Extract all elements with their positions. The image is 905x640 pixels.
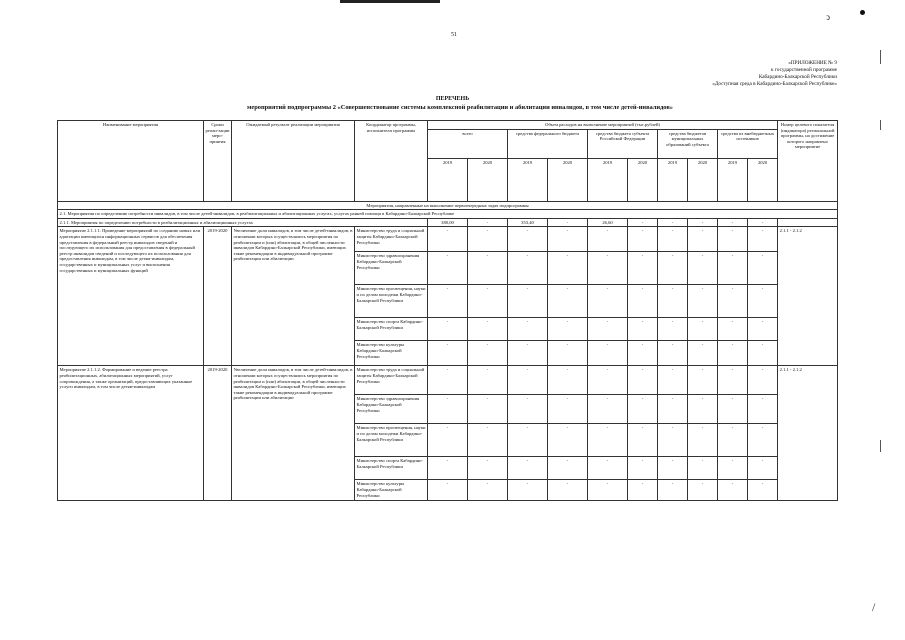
col-name: Наименование мероприятия (58, 121, 204, 202)
activity-terms: 2019-2020 (204, 227, 232, 366)
activity-row (58, 366, 838, 395)
scan-margin-mark (880, 440, 881, 452)
dash-cell: - (508, 457, 548, 480)
year-cell: 2020 (628, 158, 658, 201)
year-cell: 2019 (428, 158, 468, 201)
executor: Министерство просвещения, науки и по делам молодежи Кабардино-Балкарской Республики (355, 285, 428, 318)
dash-cell: - (428, 424, 468, 457)
dash-cell: - (718, 218, 748, 227)
dash-cell: - (588, 395, 628, 424)
federal-value: 353,40 (508, 218, 548, 227)
dash-cell: - (688, 285, 718, 318)
appendix-block (712, 60, 837, 88)
dash-cell: - (508, 480, 548, 501)
year-cell: 2020 (548, 158, 588, 201)
activity-result: Увеличение доли инвалидов, в том числе детей-инвалидов, в отношении которых осуществлялись мероприятия по реабилитации и (или) абилитации, в общей численности инвалидов Кабардино-Балкарской Республики, имеющих такие рекомендации в индивидуальной программе реабилитации или абилитации (232, 227, 355, 366)
dash-cell: - (658, 252, 688, 285)
dash-cell: - (718, 318, 748, 341)
dash-cell: - (548, 480, 588, 501)
dash-cell: - (718, 285, 748, 318)
dash-cell: - (508, 252, 548, 285)
dash-cell: - (718, 227, 748, 252)
dash-cell: - (468, 285, 508, 318)
dash-cell: - (718, 252, 748, 285)
dash-cell: - (468, 218, 508, 227)
section-row-2-1 (58, 210, 838, 219)
col-expenses: Объем расходов на выполнение мероприятий (тыс.рублей) (428, 121, 778, 130)
scan-mark: ↄ (826, 12, 830, 22)
dash-cell: - (628, 395, 658, 424)
dash-cell: - (508, 318, 548, 341)
year-cell: 2020 (688, 158, 718, 201)
dash-cell: - (628, 252, 658, 285)
dash-cell: - (468, 395, 508, 424)
executor: Министерство культуры Кабардино-Балкарской Республики (355, 341, 428, 366)
dash-cell: - (688, 424, 718, 457)
dash-cell: - (548, 285, 588, 318)
section-row-main (58, 201, 838, 210)
dash-cell: - (628, 227, 658, 252)
dash-cell: - (428, 227, 468, 252)
dash-cell: - (428, 285, 468, 318)
dash-cell: - (748, 218, 778, 227)
dash-cell: - (468, 480, 508, 501)
dash-cell: - (748, 252, 778, 285)
dash-cell: - (658, 457, 688, 480)
header-row (58, 121, 838, 130)
dash-cell: - (508, 424, 548, 457)
dash-cell: - (628, 318, 658, 341)
dash-cell: - (688, 366, 718, 395)
dash-cell: - (628, 341, 658, 366)
dash-cell: - (658, 341, 688, 366)
dash-cell: - (718, 341, 748, 366)
dash-cell: - (508, 366, 548, 395)
executor: Министерство просвещения, науки и по делам молодежи Кабардино-Балкарской Республики (355, 424, 428, 457)
year-cell: 2019 (508, 158, 548, 201)
dash-cell: - (548, 318, 588, 341)
activity-row (58, 227, 838, 252)
dash-cell: - (588, 318, 628, 341)
appendix-line: к государственной программе (771, 67, 837, 73)
col-result: Ожидаемый результат реализации мероприятия (232, 121, 355, 202)
dash-cell: - (688, 457, 718, 480)
executor: Министерство здравоохранения Кабардино-Балкарской Республики (355, 252, 428, 285)
appendix-line: «ПРИЛОЖЕНИЕ № 9 (788, 60, 837, 66)
section-title: Мероприятия, направленные на выполнение первоочередных задач подпрограммы (58, 201, 838, 210)
dash-cell: - (548, 366, 588, 395)
dash-cell: - (658, 285, 688, 318)
section-title: 2.1. Мероприятия по определению потребности инвалидов, в том числе детей-инвалидов, в реабилитационных и абилитационных услугах, услугах ранней помощи в Кабардино-Балкарской Республике (58, 210, 838, 219)
dash-cell: - (468, 424, 508, 457)
executor: Министерство труда и социальной защиты Кабардино-Балкарской Республики (355, 366, 428, 395)
dash-cell: - (428, 252, 468, 285)
dash-cell: - (658, 218, 688, 227)
scan-margin-mark (880, 50, 881, 64)
dash-cell: - (628, 457, 658, 480)
dash-cell: - (688, 218, 718, 227)
dash-cell: - (588, 480, 628, 501)
dash-cell: - (428, 395, 468, 424)
dash-cell: - (428, 318, 468, 341)
dash-cell: - (588, 341, 628, 366)
col-municipal: средства бюджетов муниципальных образований субъекта (658, 129, 718, 158)
total-value: 380,00 (428, 218, 468, 227)
dash-cell: - (468, 318, 508, 341)
dash-cell: - (628, 424, 658, 457)
dash-cell: - (688, 395, 718, 424)
dash-cell: - (508, 395, 548, 424)
dash-cell: - (468, 341, 508, 366)
dash-cell: - (508, 341, 548, 366)
dash-cell: - (718, 395, 748, 424)
indicator-number: 2.1.1 - 2.1.2 (778, 366, 838, 501)
dash-cell: - (718, 366, 748, 395)
dash-cell: - (658, 366, 688, 395)
dash-cell: - (508, 285, 548, 318)
year-cell: 2019 (658, 158, 688, 201)
dash-cell: - (628, 285, 658, 318)
activity-name: Мероприятие 2.1.1.2. Формирование и ведение реестра реабилитационных, абилитационных мероприятий, услуг сопровождения, а также организаций, предоставляющих указанные услуги инвалидам, в том числе детям-инвалидам (58, 366, 204, 501)
col-coordinator: Координатор программы, исполнители программы (355, 121, 428, 202)
col-offbudget: средства из внебюджетных источников (718, 129, 778, 158)
dash-cell: - (748, 480, 778, 501)
empty-cell (778, 218, 838, 227)
dash-cell: - (508, 227, 548, 252)
executor: Министерство спорта Кабардино-Балкарской Республики (355, 318, 428, 341)
dash-cell: - (748, 424, 778, 457)
executor: Министерство культуры Кабардино-Балкарской Республики (355, 480, 428, 501)
executor: Министерство здравоохранения Кабардино-Балкарской Республики (355, 395, 428, 424)
dash-cell: - (628, 480, 658, 501)
col-total: всего (428, 129, 508, 158)
dash-cell: - (688, 480, 718, 501)
dash-cell: - (658, 395, 688, 424)
regional-value: 26,60 (588, 218, 628, 227)
dash-cell: - (548, 252, 588, 285)
year-cell: 2020 (468, 158, 508, 201)
dash-cell: - (748, 341, 778, 366)
dash-cell: - (628, 218, 658, 227)
appendix-line: «Доступная среда в Кабардино-Балкарской Республике» (712, 81, 837, 87)
dash-cell: - (468, 227, 508, 252)
dash-cell: - (718, 457, 748, 480)
dash-cell: - (748, 366, 778, 395)
section-row-2-1-1 (58, 218, 838, 227)
executor: Министерство труда и социальной защиты Кабардино-Балкарской Республики (355, 227, 428, 252)
dash-cell: - (588, 457, 628, 480)
dash-cell: - (468, 457, 508, 480)
year-cell: 2019 (588, 158, 628, 201)
dash-cell: - (588, 252, 628, 285)
dash-cell: - (688, 318, 718, 341)
appendix-line: Кабардино-Балкарской Республики (758, 74, 837, 80)
indicator-number: 2.1.1 - 2.1.2 (778, 227, 838, 366)
dash-cell: - (428, 480, 468, 501)
dash-cell: - (658, 227, 688, 252)
dash-cell: - (748, 457, 778, 480)
year-cell: 2020 (748, 158, 778, 201)
dash-cell: - (428, 457, 468, 480)
dash-cell: - (658, 480, 688, 501)
scan-margin-mark (880, 120, 881, 130)
col-regional: средства бюджета субъекта Российской Федерации (588, 129, 658, 158)
dash-cell: - (658, 424, 688, 457)
dash-cell: - (548, 341, 588, 366)
dash-cell: - (588, 424, 628, 457)
section-title: 2.1.1. Мероприятия по определению потребности в реабилитационных и абилитационных услугах (58, 218, 428, 227)
page-number: 51 (451, 32, 457, 38)
dash-cell: - (748, 285, 778, 318)
dash-cell: - (548, 218, 588, 227)
dash-cell: - (718, 424, 748, 457)
dash-cell: - (658, 318, 688, 341)
activity-terms: 2019-2020 (204, 366, 232, 501)
scan-dot (860, 10, 865, 15)
col-indicator: Номер целевого показателя (индикатора) региональной программы, на достижение которого направлено мероприятие (778, 121, 838, 202)
dash-cell: - (688, 341, 718, 366)
dash-cell: - (748, 395, 778, 424)
col-terms: Сроки реали-зации меро-приятия (204, 121, 232, 202)
dash-cell: - (748, 227, 778, 252)
dash-cell: - (548, 395, 588, 424)
activity-result: Увеличение доли инвалидов, в том числе детей-инвалидов, в отношении которых осуществлялись мероприятия по реабилитации и (или) абилитации, в общей численности инвалидов Кабардино-Балкарской Республики, имеющих такие рекомендации в индивидуальной программе реабилитации или абилитации (232, 366, 355, 501)
executor: Министерство спорта Кабардино-Балкарской Республики (355, 457, 428, 480)
scan-slash-mark: / (872, 600, 876, 614)
activities-table (57, 120, 838, 501)
dash-cell: - (468, 252, 508, 285)
dash-cell: - (548, 227, 588, 252)
year-cell: 2019 (718, 158, 748, 201)
dash-cell: - (628, 366, 658, 395)
dash-cell: - (588, 227, 628, 252)
dash-cell: - (548, 424, 588, 457)
dash-cell: - (718, 480, 748, 501)
document-subtitle: мероприятий подпрограммы 2 «Совершенствование системы комплексной реабилитации и абилитации инвалидов, в том числе детей-инвалидов» (247, 104, 673, 111)
dash-cell: - (688, 227, 718, 252)
dash-cell: - (548, 457, 588, 480)
dash-cell: - (588, 366, 628, 395)
dash-cell: - (428, 366, 468, 395)
dash-cell: - (688, 252, 718, 285)
dash-cell: - (468, 366, 508, 395)
col-federal: средства федерального бюджета (508, 129, 588, 158)
document-title: ПЕРЕЧЕНЬ (435, 96, 470, 102)
dash-cell: - (748, 318, 778, 341)
scan-top-mark (340, 0, 440, 3)
dash-cell: - (428, 341, 468, 366)
activity-name: Мероприятие 2.1.1.1. Проведение мероприятий по созданию новых или адаптации имеющихся информационных сервисов для обеспечения представления в федеральный реестр инвалидов сведений и последующего их использования для предоставления в федеральный реестр инвалидов сведений и последующего их использования для предоставления инвалидам, в том числе детям-инвалидам, государственных и муниципальных услуг и выполнения государственных и муниципальных функций (58, 227, 204, 366)
dash-cell: - (588, 285, 628, 318)
